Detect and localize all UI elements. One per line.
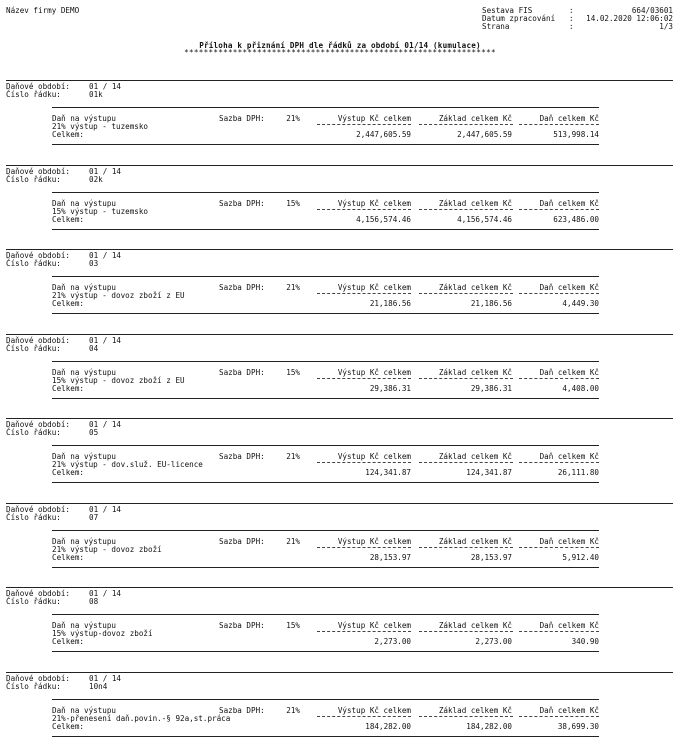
output-total-value: 4,156,574.46 — [356, 214, 411, 224]
vat-rate-label: Sazba DPH: — [219, 114, 265, 123]
tax-on-output-label: Daň na výstupu — [52, 198, 117, 208]
tax-total-header: Daň celkem Kč — [539, 114, 599, 123]
page-number: 1/3 — [659, 22, 673, 31]
vat-rate-value: 21% — [286, 114, 300, 123]
tax-total-header: Daň celkem Kč — [539, 367, 599, 377]
base-total-value: 184,282.00 — [466, 721, 512, 731]
row-number-value: 08 — [89, 597, 99, 606]
vat-rate-label: Sazba DPH: — [219, 198, 265, 208]
output-total-header: Výstup Kč celkem — [337, 452, 411, 461]
processing-date: 14.02.2020 12:06:02 — [586, 14, 673, 23]
tax-on-output-label: Daň na výstupu — [52, 705, 117, 715]
tax-on-output-label: Daň na výstupu — [52, 367, 117, 377]
period-label: Daňové období: — [6, 335, 71, 345]
row-number-label: Číslo řádku: — [6, 512, 61, 522]
row-description: 15% výstup - tuzemsko — [52, 206, 149, 216]
row-number-value: 02k — [89, 174, 103, 184]
row-description: 15% výstup - dovoz zboží z EU — [52, 375, 185, 385]
row-description: 21%-přenesení daň.povin.-§ 92a,st.práca — [52, 713, 231, 723]
period-label: Daňové období: — [6, 420, 71, 429]
base-total-header: Základ celkem Kč — [438, 114, 512, 123]
report-title-underline: **************************************************************** — [184, 48, 496, 57]
row-description: 21% výstup - tuzemsko — [52, 122, 149, 131]
tax-total-value: 623,486.00 — [553, 214, 599, 224]
base-total-header: Základ celkem Kč — [438, 536, 512, 546]
base-total-value: 4,156,574.46 — [457, 214, 512, 224]
total-label: Celkem: — [52, 130, 85, 139]
vat-rate-label: Sazba DPH: — [219, 621, 265, 630]
output-total-header: Výstup Kč celkem — [337, 114, 411, 123]
output-total-value: 2,447,605.59 — [356, 130, 411, 139]
tax-total-value: 513,998.14 — [553, 130, 599, 139]
row-number-label: Číslo řádku: — [6, 90, 61, 99]
tax-total-value: 38,699.30 — [557, 721, 599, 731]
tax-on-output-label: Daň na výstupu — [52, 621, 117, 630]
row-description: 21% výstup - dovoz zboží — [52, 544, 162, 554]
base-total-header: Základ celkem Kč — [438, 705, 512, 715]
tax-on-output-label: Daň na výstupu — [52, 283, 117, 292]
processing-date-label: Datum zpracování — [482, 14, 556, 23]
total-label: Celkem: — [52, 383, 85, 393]
row-description: 15% výstup-dovoz zboží — [52, 629, 153, 638]
output-total-header: Výstup Kč celkem — [337, 705, 411, 715]
row-number-label: Číslo řádku: — [6, 681, 61, 691]
tax-on-output-label: Daň na výstupu — [52, 536, 117, 546]
period-label: Daňové období: — [6, 166, 71, 176]
period-value: 01 / 14 — [89, 335, 122, 345]
period-value: 01 / 14 — [89, 504, 122, 514]
vat-rate-label: Sazba DPH: — [219, 367, 265, 377]
vat-rate-value: 15% — [286, 621, 300, 630]
output-total-value: 2,273.00 — [374, 637, 411, 646]
tax-total-value: 4,449.30 — [562, 299, 599, 308]
period-value: 01 / 14 — [89, 82, 122, 91]
row-number-label: Číslo řádku: — [6, 174, 61, 184]
period-label: Daňové období: — [6, 673, 71, 683]
total-label: Celkem: — [52, 214, 85, 224]
tax-total-header: Daň celkem Kč — [539, 536, 599, 546]
processing-date-sep: : — [569, 14, 574, 23]
report-code: 664/03601 — [631, 6, 673, 15]
vat-rate-label: Sazba DPH: — [219, 452, 265, 461]
page-number-label: Strana — [482, 22, 510, 31]
tax-total-header: Daň celkem Kč — [539, 283, 599, 292]
row-number-label: Číslo řádku: — [6, 259, 61, 268]
row-number-value: 07 — [89, 512, 99, 522]
row-description: 21% výstup - dovoz zboží z EU — [52, 291, 185, 300]
vat-rate-value: 21% — [286, 536, 300, 546]
output-total-value: 184,282.00 — [365, 721, 411, 731]
total-label: Celkem: — [52, 299, 85, 308]
output-total-value: 28,153.97 — [369, 552, 411, 562]
report-code-label: Sestava FIS — [482, 6, 533, 15]
row-number-label: Číslo řádku: — [6, 428, 61, 437]
output-total-value: 124,341.87 — [365, 468, 411, 477]
base-total-header: Základ celkem Kč — [438, 198, 512, 208]
tax-total-value: 340.90 — [571, 637, 599, 646]
page-number-sep: : — [569, 22, 574, 31]
tax-on-output-label: Daň na výstupu — [52, 114, 117, 123]
base-total-header: Základ celkem Kč — [438, 367, 512, 377]
period-label: Daňové období: — [6, 504, 71, 514]
period-label: Daňové období: — [6, 251, 71, 260]
vat-rate-label: Sazba DPH: — [219, 705, 265, 715]
period-label: Daňové období: — [6, 82, 71, 91]
row-number-value: 01k — [89, 90, 103, 99]
vat-rate-value: 21% — [286, 452, 300, 461]
total-label: Celkem: — [52, 637, 85, 646]
base-total-value: 124,341.87 — [466, 468, 512, 477]
row-description: 21% výstup - dov.služ. EU-licence — [52, 460, 203, 469]
tax-on-output-label: Daň na výstupu — [52, 452, 117, 461]
output-total-header: Výstup Kč celkem — [337, 367, 411, 377]
vat-rate-label: Sazba DPH: — [219, 536, 265, 546]
period-value: 01 / 14 — [89, 166, 122, 176]
vat-rate-label: Sazba DPH: — [219, 283, 265, 292]
base-total-value: 28,153.97 — [470, 552, 512, 562]
base-total-value: 29,386.31 — [470, 383, 512, 393]
total-label: Celkem: — [52, 468, 85, 477]
row-number-value: 05 — [89, 428, 99, 437]
tax-total-value: 5,912.40 — [562, 552, 599, 562]
vat-rate-value: 15% — [286, 367, 300, 377]
output-total-value: 29,386.31 — [369, 383, 411, 393]
period-value: 01 / 14 — [89, 673, 122, 683]
row-number-label: Číslo řádku: — [6, 597, 61, 606]
base-total-value: 2,447,605.59 — [457, 130, 512, 139]
base-total-header: Základ celkem Kč — [438, 283, 512, 292]
row-number-value: 04 — [89, 343, 99, 353]
output-total-header: Výstup Kč celkem — [337, 283, 411, 292]
output-total-header: Výstup Kč celkem — [337, 198, 411, 208]
base-total-header: Základ celkem Kč — [438, 452, 512, 461]
row-number-value: 10n4 — [89, 681, 108, 691]
period-value: 01 / 14 — [89, 420, 122, 429]
tax-total-header: Daň celkem Kč — [539, 621, 599, 630]
tax-total-header: Daň celkem Kč — [539, 198, 599, 208]
period-label: Daňové období: — [6, 589, 71, 598]
tax-total-header: Daň celkem Kč — [539, 705, 599, 715]
output-total-header: Výstup Kč celkem — [337, 536, 411, 546]
report-code-sep: : — [569, 6, 574, 15]
period-value: 01 / 14 — [89, 251, 122, 260]
row-number-value: 03 — [89, 259, 99, 268]
tax-total-value: 26,111.80 — [557, 468, 599, 477]
base-total-header: Základ celkem Kč — [438, 621, 512, 630]
period-value: 01 / 14 — [89, 589, 122, 598]
company-name: Název firmy DEMO — [6, 6, 80, 15]
vat-rate-value: 21% — [286, 283, 300, 292]
output-total-value: 21,186.56 — [369, 299, 411, 308]
vat-rate-value: 21% — [286, 705, 300, 715]
output-total-header: Výstup Kč celkem — [337, 621, 411, 630]
vat-rate-value: 15% — [286, 198, 300, 208]
report-title: Příloha k přiznání DPH dle řádků za období 01/14 (kumulace) — [199, 41, 481, 50]
tax-total-header: Daň celkem Kč — [539, 452, 599, 461]
base-total-value: 21,186.56 — [470, 299, 512, 308]
total-label: Celkem: — [52, 552, 85, 562]
row-number-label: Číslo řádku: — [6, 343, 61, 353]
base-total-value: 2,273.00 — [475, 637, 512, 646]
tax-total-value: 4,408.00 — [562, 383, 599, 393]
total-label: Celkem: — [52, 721, 85, 731]
